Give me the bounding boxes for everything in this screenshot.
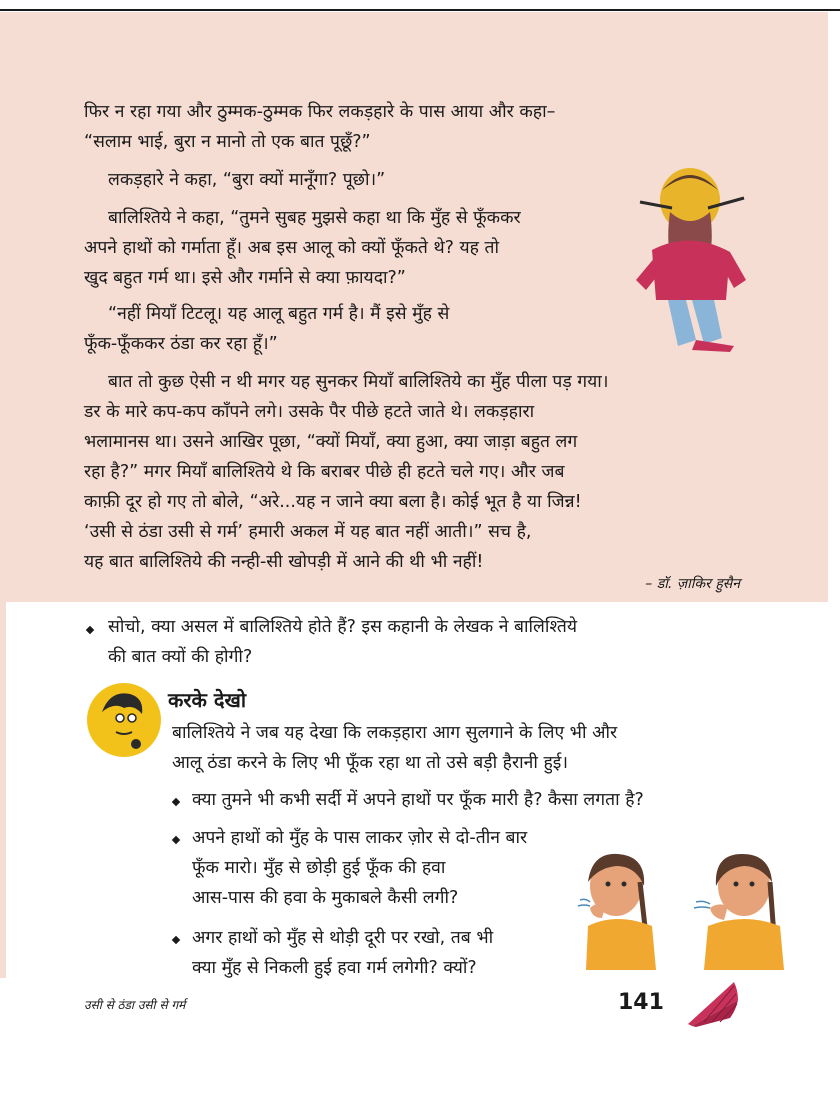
story-line: “नहीं मियाँ टिटलू। यह आलू बहुत गर्म है। मैं इसे मुँह से bbox=[108, 304, 450, 324]
footer-chapter-title: उसी से ठंडा उसी से गर्म bbox=[84, 998, 186, 1012]
question-line: की बात क्यों की होगी? bbox=[108, 647, 253, 667]
bearded-man-illustration bbox=[622, 160, 752, 355]
page-number: 141 bbox=[618, 990, 664, 1015]
bullet-icon bbox=[172, 798, 180, 806]
story-line: रहा है?” मगर मियाँ बालिश्तिये थे कि बराबर पीछे ही हटते चले गए। और जब bbox=[84, 462, 565, 482]
activity-intro-line: बालिश्तिये ने जब यह देखा कि लकड़हारा आग सुलगाने के लिए भी और bbox=[172, 723, 618, 743]
bullet-icon bbox=[172, 936, 180, 944]
story-line: अपने हाथों को गर्माता हूँ। अब इस आलू को क्यों फूँकते थे? यह तो bbox=[84, 238, 500, 258]
activity-item-line: क्या तुमने भी कभी सर्दी में अपने हाथों पर फूँक मारी है? कैसा लगता है? bbox=[192, 790, 644, 810]
thinking-child-icon bbox=[86, 682, 162, 758]
girl-blowing-hands-illustration bbox=[572, 846, 670, 972]
activity-item-line: क्या मुँह से निकली हुई हवा गर्म लगेगी? क्यों? bbox=[192, 958, 477, 978]
activity-item-line: अगर हाथों को मुँह से थोड़ी दूरी पर रखो, तब भी bbox=[192, 928, 494, 948]
activity-title: करके देखो bbox=[168, 688, 247, 712]
activity-item-line: आस-पास की हवा के मुकाबले कैसी लगी? bbox=[192, 888, 459, 908]
bullet-icon bbox=[172, 836, 180, 844]
bullet-icon bbox=[86, 626, 94, 634]
top-rule bbox=[0, 9, 840, 11]
author-credit: – डॉ. ज़ाकिर हुसैन bbox=[645, 576, 740, 592]
story-line: फिर न रहा गया और ठुम्मक-ठुम्मक फिर लकड़हारे के पास आया और कहा– bbox=[84, 102, 556, 122]
left-margin-strip bbox=[0, 602, 6, 978]
story-line: लकड़हारे ने कहा, “बुरा क्यों मानूँगा? पूछो।” bbox=[108, 170, 386, 190]
activity-intro-line: आलू ठंडा करने के लिए भी फूँक रहा था तो उसे बड़ी हैरानी हुई। bbox=[172, 753, 568, 773]
story-line: काफ़ी दूर हो गए तो बोले, “अरे...यह न जाने क्या बला है। कोई भूत है या जिन्न! bbox=[84, 492, 582, 512]
activity-item-line: अपने हाथों को मुँह के पास लाकर ज़ोर से दो-तीन बार bbox=[192, 828, 528, 848]
fan-icon bbox=[684, 980, 740, 1028]
story-line: यह बात बालिश्तिये की नन्ही-सी खोपड़ी में आने की थी भी नहीं! bbox=[84, 552, 484, 572]
story-line: डर के मारे कप-कप काँपने लगे। उसके पैर पीछे हटते जाते थे। लकड़हारा bbox=[84, 402, 535, 422]
question-line: सोचो, क्या असल में बालिश्तिये होते हैं? इस कहानी के लेखक ने बालिश्तिये bbox=[108, 617, 578, 637]
story-line: बात तो कुछ ऐसी न थी मगर यह सुनकर मियाँ बालिश्तिये का मुँह पीला पड़ गया। bbox=[108, 372, 609, 392]
story-line: “सलाम भाई, बुरा न मानो तो एक बात पूछूँ?” bbox=[84, 132, 371, 152]
story-line: बालिश्तिये ने कहा, “तुमने सुबह मुझसे कहा था कि मुँह से फूँककर bbox=[108, 208, 521, 228]
girl-blowing-hands-illustration bbox=[690, 846, 788, 972]
story-line: भलामानस था। उसने आखिर पूछा, “क्यों मियाँ, क्या हुआ, क्या जाड़ा बहुत लग bbox=[84, 432, 578, 452]
story-line: ‘उसी से ठंडा उसी से गर्म’ हमारी अकल में यह बात नहीं आती।” सच है, bbox=[84, 522, 532, 542]
activity-item-line: फूँक मारो। मुँह से छोड़ी हुई फूँक की हवा bbox=[192, 858, 446, 878]
story-line: फूँक-फूँककर ठंडा कर रहा हूँ।” bbox=[84, 334, 278, 354]
story-line: खुद बहुत गर्म था। इसे और गर्माने से क्या फ़ायदा?” bbox=[84, 268, 406, 288]
